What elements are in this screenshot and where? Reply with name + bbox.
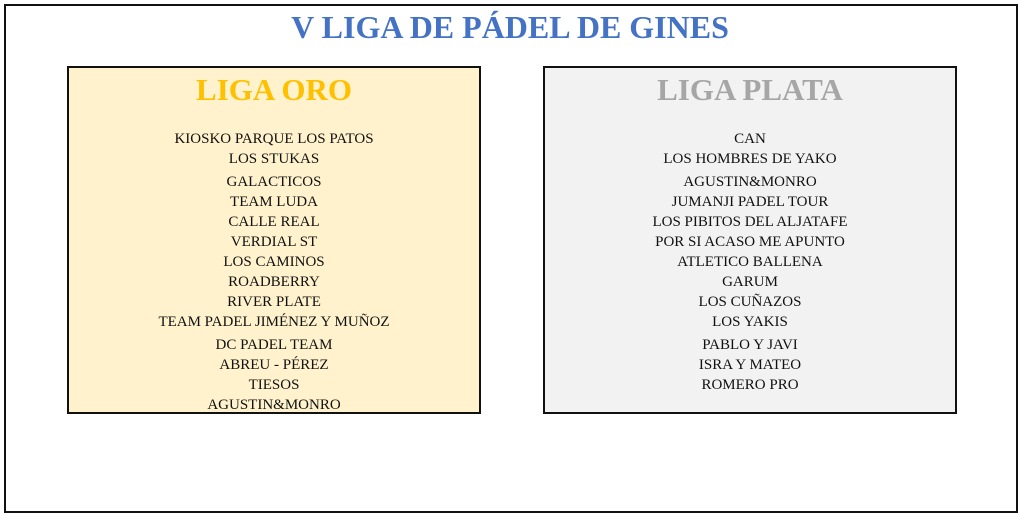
team-item: POR SI ACASO ME APUNTO — [655, 234, 845, 250]
team-item: ABREU - PÉREZ — [219, 357, 329, 373]
team-item: AGUSTIN&MONRO — [683, 174, 817, 190]
team-item: RIVER PLATE — [227, 294, 321, 310]
team-item: ROADBERRY — [228, 274, 320, 290]
team-item: DC PADEL TEAM — [215, 337, 333, 353]
team-item: LOS YAKIS — [712, 314, 788, 330]
team-item: GARUM — [722, 274, 778, 290]
team-item: VERDIAL ST — [230, 234, 318, 250]
team-item: ISRA Y MATEO — [698, 357, 802, 373]
liga-oro-title: LIGA ORO — [196, 72, 352, 107]
team-item: TIESOS — [248, 377, 300, 393]
team-item: LOS CAMINOS — [223, 254, 325, 270]
page-title: V LIGA DE PÁDEL DE GINES — [291, 9, 729, 45]
liga-oro-panel — [67, 66, 481, 414]
team-item: CALLE REAL — [228, 214, 320, 230]
team-item: ROMERO PRO — [701, 377, 799, 393]
team-item: CAN — [734, 131, 766, 147]
team-item: TEAM LUDA — [230, 194, 318, 210]
team-item: LOS STUKAS — [228, 151, 320, 167]
liga-plata-panel — [543, 66, 957, 414]
team-item: ATLETICO BALLENA — [677, 254, 823, 270]
team-item: KIOSKO PARQUE LOS PATOS — [174, 131, 374, 147]
team-item: LOS HOMBRES DE YAKO — [663, 151, 837, 167]
liga-oro-team-list — [69, 129, 479, 415]
liga-plata-title: LIGA PLATA — [657, 72, 843, 107]
team-item: GALACTICOS — [226, 174, 322, 190]
team-item: LOS CUÑAZOS — [698, 294, 802, 310]
team-item: LOS PIBITOS DEL ALJATAFE — [652, 214, 848, 230]
team-item: JUMANJI PADEL TOUR — [671, 194, 829, 210]
team-item: AGUSTIN&MONRO — [207, 397, 341, 413]
team-item: PABLO Y JAVI — [702, 337, 798, 353]
liga-plata-team-list — [545, 129, 955, 395]
team-item: TEAM PADEL JIMÉNEZ Y MUÑOZ — [158, 314, 390, 330]
